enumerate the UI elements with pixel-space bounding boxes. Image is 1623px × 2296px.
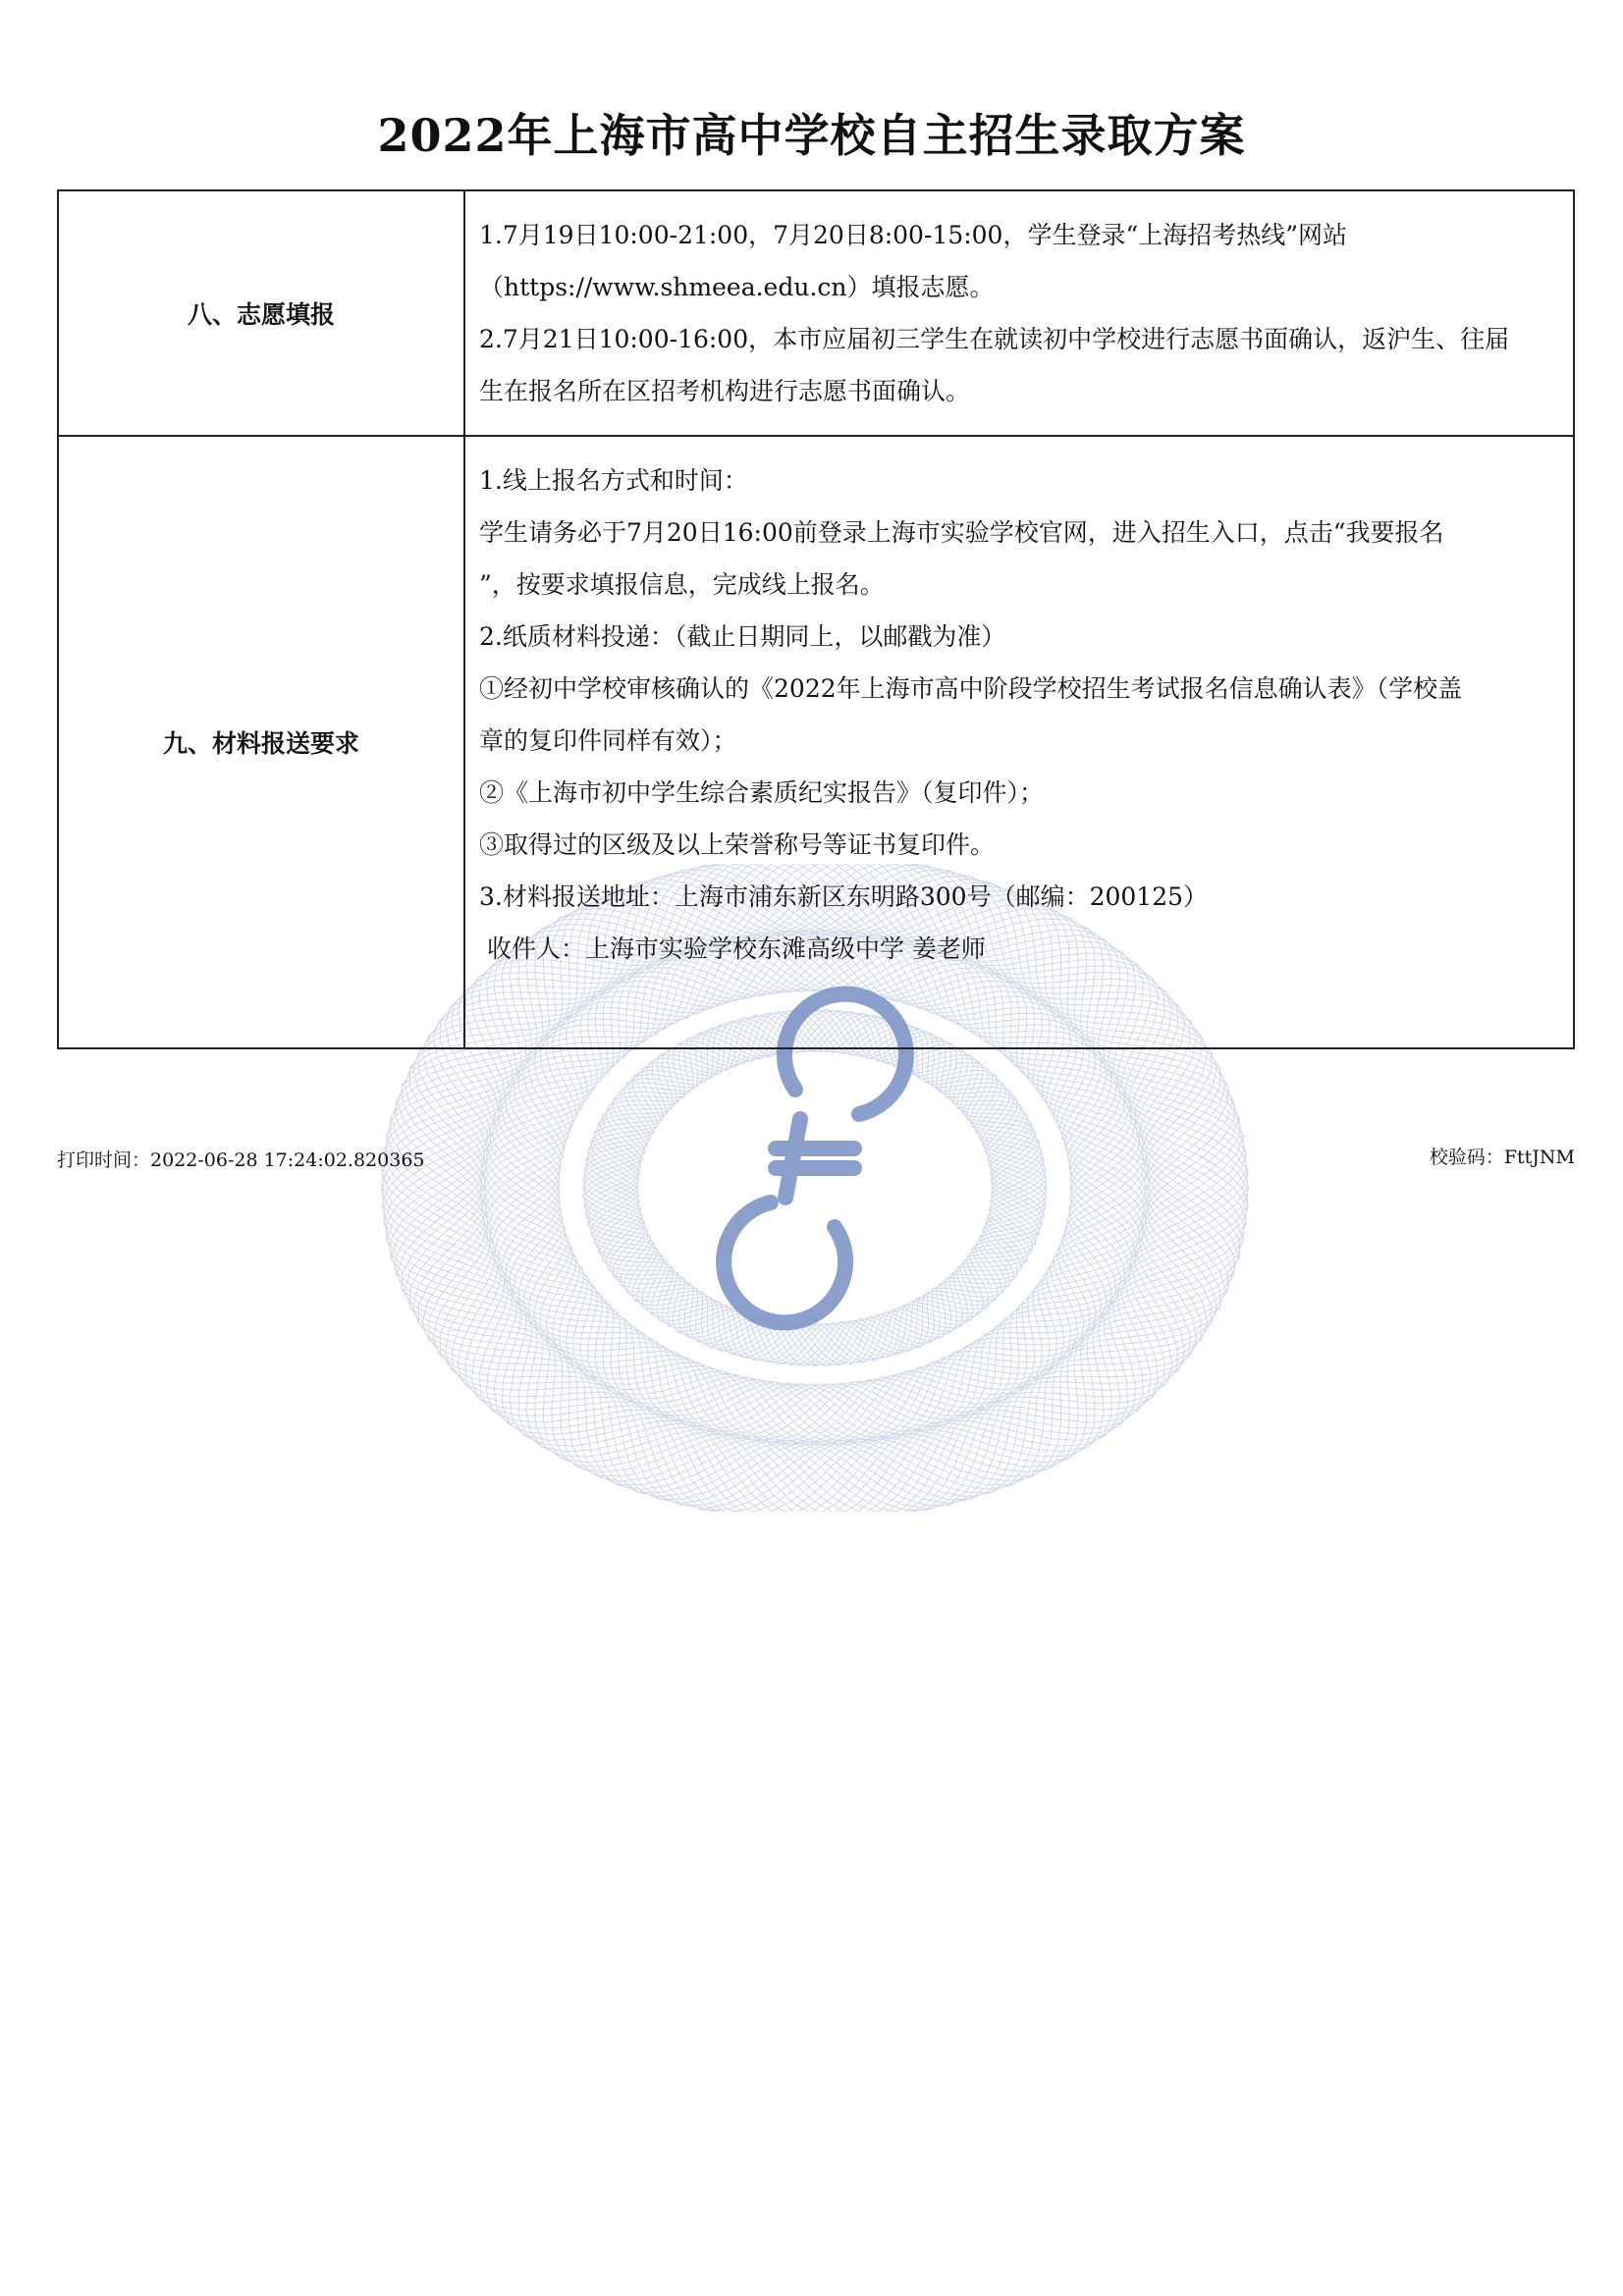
body-line: ②《上海市初中学生综合素质纪实报告》（复印件）； [479, 778, 1045, 807]
body-line: ①经初中学校审核确认的《2022年上海市高中阶段学校招生考试报名信息确认表》（学校盖 [479, 674, 1463, 703]
section-body [464, 190, 1574, 436]
table-row-volunteer [58, 190, 1574, 436]
body-line: ”，按要求填报信息，完成线上报名。 [479, 570, 885, 599]
body-line: 3.材料报送地址：上海市浦东新区东明路300号（邮编：200125） [479, 882, 1209, 911]
print-time: 打印时间：2022-06-28 17:24:02.820365 [57, 1149, 425, 1171]
body-line: 收件人：上海市实验学校东滩高级中学 姜老师 [479, 934, 986, 963]
body-line: （https://www.shmeea.edu.cn）填报志愿。 [479, 273, 995, 301]
body-line: 章的复印件同样有效）； [479, 726, 737, 755]
body-line: 1.线上报名方式和时间： [479, 466, 748, 495]
plan-table [57, 189, 1575, 1049]
body-line: 学生请务必于7月20日16:00前登录上海市实验学校官网，进入招生入口，点击“我要报名 [479, 518, 1444, 547]
verify-code: 校验码：FttJNM [1429, 1147, 1575, 1168]
section-body [464, 436, 1574, 1048]
body-line: ③取得过的区级及以上荣誉称号等证书复印件。 [479, 830, 996, 859]
section-title: 九、材料报送要求 [58, 436, 464, 1048]
page-title: 2022年上海市高中学校自主招生录取方案 [377, 109, 1246, 162]
body-line: 2.7月21日10:00-16:00，本市应届初三学生在就读初中学校进行志愿书面确认，返沪生、往届 [479, 325, 1510, 353]
section-title: 八、志愿填报 [58, 190, 464, 436]
body-line: 生在报名所在区招考机构进行志愿书面确认。 [479, 377, 971, 405]
table-row-materials [58, 436, 1574, 1048]
body-line: 2.纸质材料投递：（截止日期同上，以邮戳为准） [479, 622, 1006, 651]
body-line: 1.7月19日10:00-21:00，7月20日8:00-15:00，学生登录“上海招考热线”网站 [479, 221, 1348, 249]
